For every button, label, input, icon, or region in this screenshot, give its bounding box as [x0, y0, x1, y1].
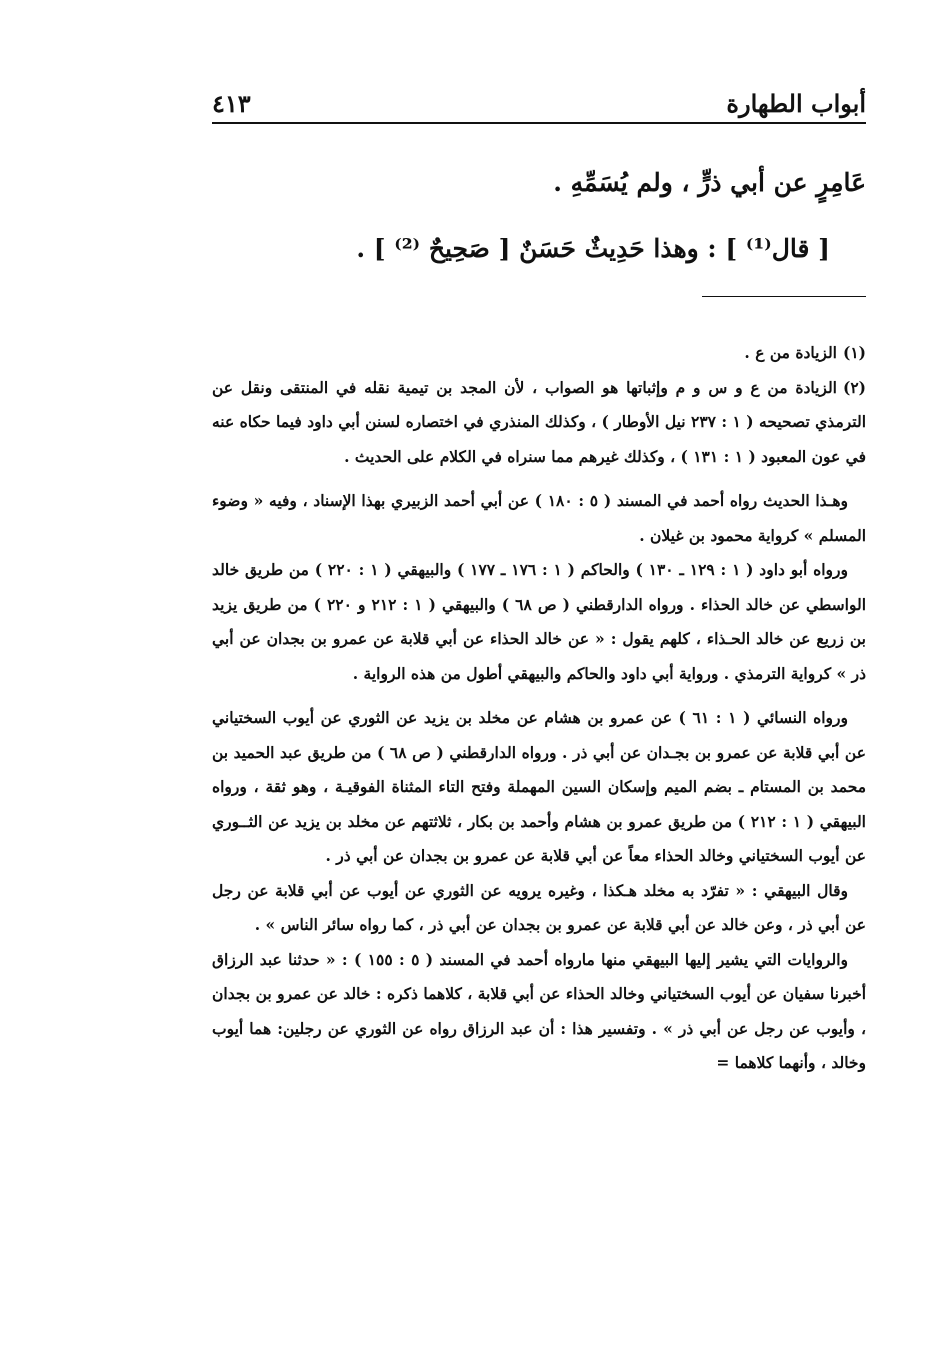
- commentary-paragraph-1: وهـذا الحديث رواه أحمد في المسند ( ٥ : ١٨٠ ) عن أبي أحمد الزبيري بهذا الإسناد ، وفيه « وضوء المسلم » كرواية محمود بن غيلان .: [212, 491, 866, 545]
- footnotes: [212, 336, 866, 1081]
- header-rule: [212, 122, 866, 124]
- commentary-paragraph-2: ورواه أبو داود ( ١ : ١٢٩ ـ ١٣٠ ) والحاكم ( ١ : ١٧٦ ـ ١٧٧ ) والبيهقي ( ١ : ٢٢٠ ) من طريق خالد الواسطي عن خالد الحذاء . ورواه الدارقطني ( ص ٦٨ ) والبيهقي ( ١ : ٢١٢ و ٢٢٠ ) من طريق يزيد بن زريع عن خالد الحـذاء ، كلهم يقول : « عن خالد الحذاء عن أبي قلابة عن عمرو بن بجدان عن أبي ذر » كرواية الترمذي . ورواية أبي داود والحاكم والبيهقي أطول من هذه الرواية .: [212, 560, 867, 683]
- footnote-1-number: (١): [842, 343, 866, 362]
- running-title: أبواب الطهارة: [726, 89, 866, 118]
- commentary-paragraph-3: ورواه النسائي ( ١ : ٦١ ) عن عمرو بن هشام عن مخلد بن يزيد عن الثوري عن أيوب السختياني عن أبي قلابة عن عمرو بن بجـدان عن أبي ذر . ورواه الدارقطني ( ص ٦٨ ) من طريق عبد الحميد بن محمد بن المستام ـ بضم الميم وإسكان السين المهملة وفتح التاء المثناة الفوقيـة ، وهو ثقة ، ورواه البيهقي ( ١ : ٢١٢ ) من طريق عمرو بن هشام وأحمد بن بكار ، ثلاثتهم عن مخلد بن يزيد عن الثــوري عن أيوب السختياني وخالد الحذاء معاً عن أبي قلابة عن عمرو بن بجدان عن أبي ذر .: [212, 708, 866, 865]
- footnote-1-text: الزيادة من ع .: [744, 343, 837, 362]
- main-text-line-2: [ قال⁽¹⁾ ] : وهذا حَدِيثٌ حَسَنٌ [ صَحِيحٌ ⁽²⁾ ] .: [356, 234, 830, 263]
- page-number: ٤١٣: [212, 89, 251, 118]
- footnote-2: [212, 371, 866, 475]
- footnote-2-number: (٢): [842, 377, 866, 397]
- main-text-line-1: عَامِرٍ عن أبي ذرٍّ ، ولم يُسَمِّهِ .: [553, 168, 866, 197]
- commentary-paragraph-4: وقال البيهقي : « تفرّد به مخلد هـكذا ، وغيره يرويه عن الثوري عن أيوب عن أبي قلابة عن رجل عن أبي ذر ، وعن خالد عن أبي قلابة عن عمرو بن بجدان عن أبي ذر ، كما رواه سائر الناس » .: [212, 880, 866, 934]
- commentary-paragraph-5: والروايات التي يشير إليها البيهقي منها مارواه أحمد في المسند ( ٥ : ١٥٥ ) : « حدثنا عبد الرزاق أخبرنا سفيان عن أيوب السختياني وخالد الحذاء عن أبي قلابة ، كلاهما ذكره : خالد عن عمرو بن بجدان ، وأيوب عن رجل عن أبي ذر » . وتفسير هذا : أن عبد الرزاق رواه عن الثوري عن رجلين: هما أيوب وخالد ، وأنهما كلاهما =: [212, 949, 866, 1072]
- main-text: [212, 150, 866, 282]
- page-header: [212, 72, 866, 118]
- footnote-rule: [702, 296, 866, 297]
- footnote-1: [212, 336, 866, 371]
- footnote-2-text: الزيادة من ع و س و م وإثباتها هو الصواب ، لأن المجد بن تيمية نقله في المنتقى ونقل عن الترمذي تصحيحه ( ١ : ٢٣٧ نيل الأوطار ) ، وكذلك المنذري في اختصاره لسنن أبي داود فيما حكاه عنه في عون المعبود ( ١ : ١٣١ ) ، وكذلك غيرهم مما سنراه في الكلام على الحديث .: [212, 377, 867, 466]
